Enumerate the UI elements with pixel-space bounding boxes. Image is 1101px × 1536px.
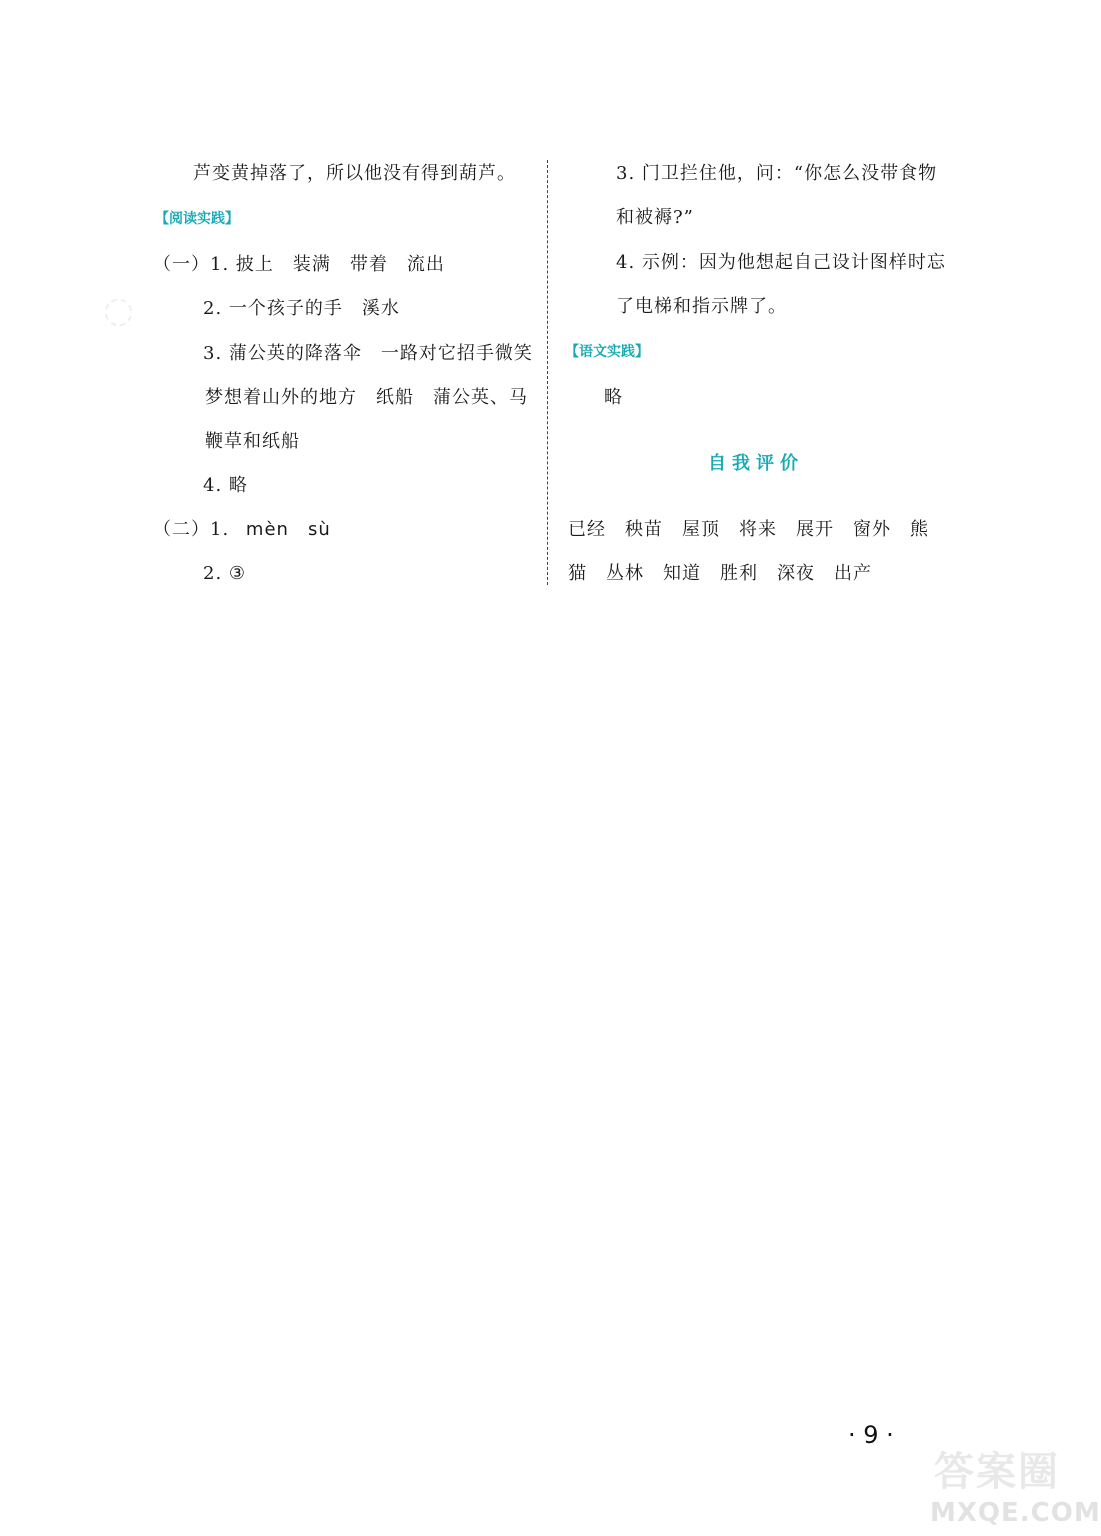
watermark-logo: 答案圈 xyxy=(934,1448,1060,1495)
answer-line: 猫 丛林 知道 胜利 深夜 出产 xyxy=(568,563,872,584)
answer-line: 芦变黄掉落了，所以他没有得到葫芦。 xyxy=(193,163,516,184)
section-tag-label: 阅读实践 xyxy=(169,211,225,227)
section-heading-self-eval: 自我评价 xyxy=(708,453,804,474)
answer-line: 鞭草和纸船 xyxy=(205,431,300,452)
section-tag-practice: 【语文实践】 xyxy=(565,344,649,360)
answer-line: 4. 示例：因为他想起自己设计图样时忘 xyxy=(616,252,946,273)
answer-line: 了电梯和指示牌了。 xyxy=(616,296,787,317)
answer-line: 和被褥?” xyxy=(616,207,694,228)
answer-line: 略 xyxy=(604,387,623,408)
answer-line: 已经 秧苗 屋顶 将来 展开 窗外 熊 xyxy=(568,519,929,540)
answer-line: 3. 门卫拦住他，问：“你怎么没带食物 xyxy=(616,163,938,184)
page-number: · 9 · xyxy=(848,1421,894,1449)
answer-line: 2. 一个孩子的手 溪水 xyxy=(203,298,400,319)
pinyin-answer: mèn sù xyxy=(245,519,331,540)
answer-line: 3. 蒲公英的降落伞 一路对它招手微笑 xyxy=(203,343,533,364)
watermark-site: MXQE.COM xyxy=(930,1498,1101,1528)
section-tag-label: 语文实践 xyxy=(579,344,635,360)
faded-stamp: ◌ xyxy=(95,285,140,336)
answer-line xyxy=(153,518,331,542)
answer-line: 梦想着山外的地方 纸船 蒲公英、马 xyxy=(205,387,528,408)
section-tag-reading: 【阅读实践】 xyxy=(155,211,239,227)
answer-line: （一）1. 披上 装满 带着 流出 xyxy=(153,254,445,275)
answer-line: 2. ③ xyxy=(203,563,247,584)
watermark xyxy=(930,1440,1101,1530)
column-divider xyxy=(547,160,548,585)
answer-line: 4. 略 xyxy=(203,475,248,496)
question-label: （二）1. xyxy=(153,519,230,540)
